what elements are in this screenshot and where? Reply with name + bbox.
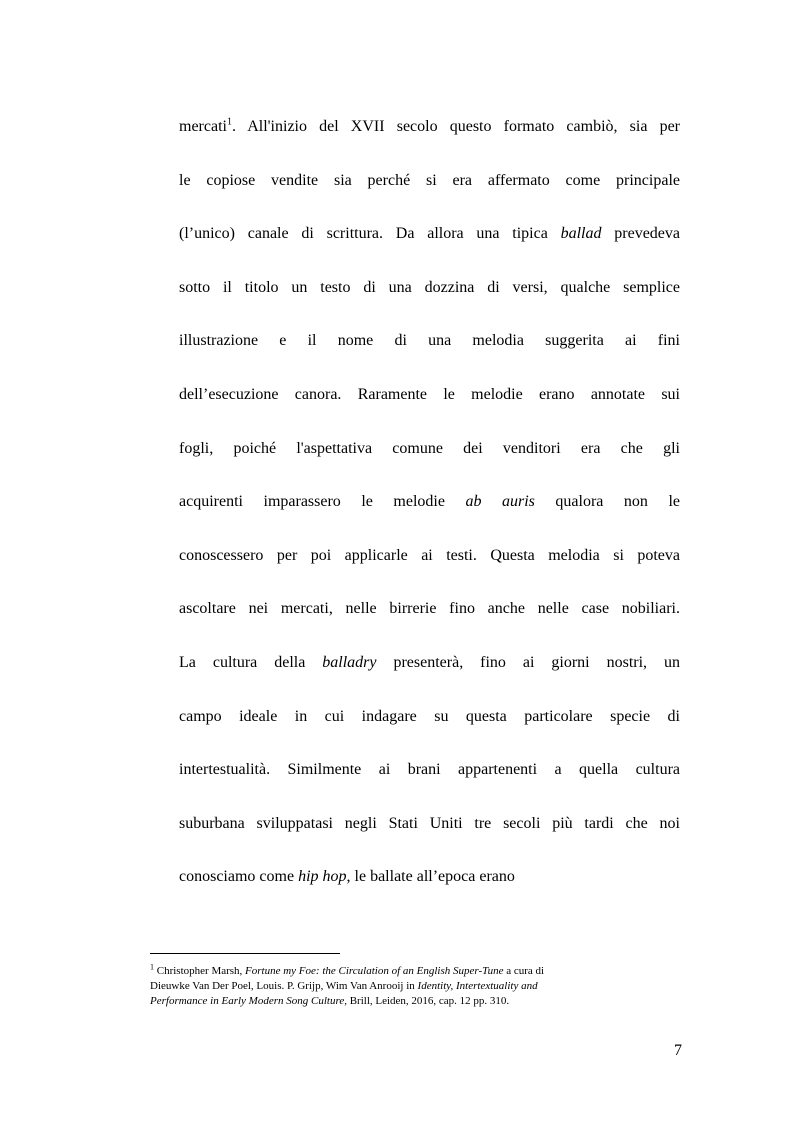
text-line: La cultura della balladry presenterà, fino ai giorni nostri, un <box>179 654 681 671</box>
text-line: intertestualità. Similmente ai brani appartenenti a quella cultura <box>179 761 680 778</box>
text-line: conosciamo come hip hop, le ballate all’epoca erano <box>179 868 515 885</box>
italic-term: balladry <box>322 654 377 671</box>
text-line: suburbana sviluppatasi negli Stati Uniti tre secoli più tardi che noi <box>179 815 680 832</box>
text-line: (l’unico) canale di scrittura. Da allora una tipica ballad prevedeva <box>179 225 681 242</box>
footnote-separator <box>150 953 340 954</box>
text-line: illustrazione e il nome di una melodia suggerita ai fini <box>179 332 680 349</box>
italic-term: hip hop <box>298 868 347 885</box>
footnote-line: Performance in Early Modern Song Culture, Brill, Leiden, 2016, cap. 12 pp. 310. <box>150 995 510 1007</box>
footnote-line: Dieuwke Van Der Poel, Louis. P. Grijp, Wim Van Anrooij in Identity, Intertextuality and <box>150 980 538 992</box>
footnote-line: $^1$ Christopher Marsh, Fortune my Foe: the Circulation of an English Super-Tune a cura di <box>150 962 545 977</box>
text-line: sotto il titolo un testo di una dozzina di versi, qualche semplice <box>179 279 680 296</box>
footnote-marker: 1 <box>150 962 154 972</box>
text-line: acquirenti imparassero le melodie ab auris qualora non le <box>179 493 681 510</box>
text-line: mercati$^1$. All'inizio del XVII secolo questo formato cambiò, sia per <box>179 116 680 135</box>
text-line: dell’esecuzione canora. Raramente le melodie erano annotate sui <box>179 386 680 403</box>
text-line: conoscessero per poi applicarle ai testi. Questa melodia si poteva <box>179 547 680 564</box>
text-line: fogli, poiché l'aspettativa comune dei venditori era che gli <box>179 440 680 457</box>
text-line: le copiose vendite sia perché si era affermato come principale <box>179 172 680 189</box>
italic-term: ab auris <box>465 493 535 510</box>
italic-term: ballad <box>560 225 602 242</box>
page-number: 7 <box>674 1042 682 1059</box>
text-line: campo ideale in cui indagare su questa particolare specie di <box>179 708 680 725</box>
footnote-reference[interactable]: 1 <box>226 116 232 128</box>
text-line: ascoltare nei mercati, nelle birrerie fino anche nelle case nobiliari. <box>179 600 680 617</box>
